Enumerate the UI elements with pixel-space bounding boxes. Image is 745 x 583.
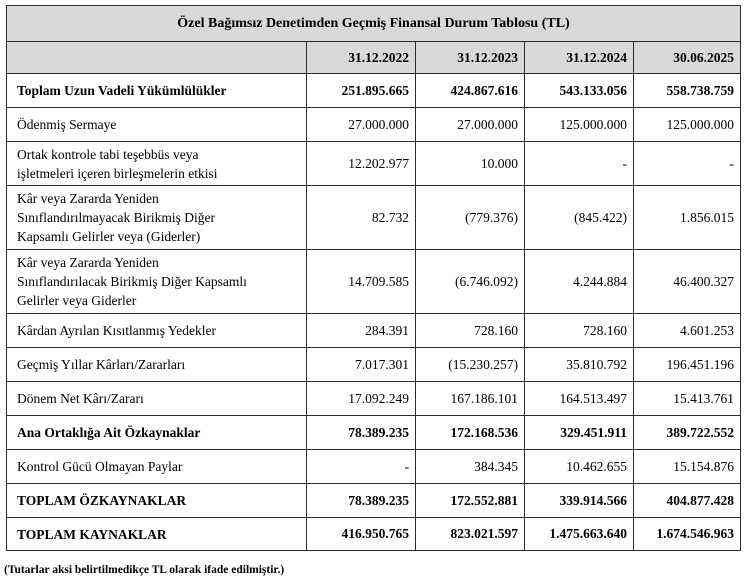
table-row	[7, 450, 741, 484]
row-value: 1.674.546.963	[634, 518, 741, 551]
row-value: 543.133.056	[525, 74, 634, 108]
column-header: 31.12.2023	[416, 42, 525, 74]
row-value: 416.950.765	[307, 518, 416, 551]
row-label-line: Sınıflandırılacak Birikmiş Diğer Kapsamlı	[17, 274, 247, 289]
row-value: (15.230.257)	[416, 348, 525, 382]
table-row	[7, 382, 741, 416]
row-value: 17.092.249	[307, 382, 416, 416]
row-value: 78.389.235	[307, 416, 416, 450]
table-row	[7, 108, 741, 142]
row-value: 14.709.585	[307, 250, 416, 314]
row-label	[7, 108, 307, 142]
row-value: 4.244.884	[525, 250, 634, 314]
row-value: 251.895.665	[307, 74, 416, 108]
row-label-line: Kapsamlı Gelirler veya (Giderler)	[17, 229, 201, 244]
row-label-line: Geçmiş Yıllar Kârları/Zararları	[17, 357, 186, 372]
row-value: 558.738.759	[634, 74, 741, 108]
row-label	[7, 142, 307, 186]
row-value: 339.914.566	[525, 484, 634, 518]
row-label-line: TOPLAM ÖZKAYNAKLAR	[17, 493, 187, 508]
row-label	[7, 348, 307, 382]
table-row	[7, 74, 741, 108]
row-value: 389.722.552	[634, 416, 741, 450]
table-row	[7, 484, 741, 518]
row-label-line: Kâr veya Zararda Yeniden	[17, 191, 159, 206]
row-value: 384.345	[416, 450, 525, 484]
row-value: 172.552.881	[416, 484, 525, 518]
row-value: 4.601.253	[634, 314, 741, 348]
column-header: 31.12.2024	[525, 42, 634, 74]
row-value: -	[525, 142, 634, 186]
table-row	[7, 416, 741, 450]
row-label-line: Gelirler veya Giderler	[17, 293, 137, 308]
column-header: 30.06.2025	[634, 42, 741, 74]
table-row	[7, 348, 741, 382]
row-value: 10.000	[416, 142, 525, 186]
row-value: 424.867.616	[416, 74, 525, 108]
row-label	[7, 186, 307, 250]
column-header-blank	[7, 42, 307, 74]
table-row	[7, 186, 741, 250]
row-value: 7.017.301	[307, 348, 416, 382]
row-label-line: Kârdan Ayrılan Kısıtlanmış Yedekler	[17, 323, 216, 338]
row-label	[7, 250, 307, 314]
row-value: 78.389.235	[307, 484, 416, 518]
row-label-line: Ortak kontrole tabi teşebbüs veya	[17, 146, 199, 162]
table-row	[7, 314, 741, 348]
row-value: 284.391	[307, 314, 416, 348]
row-value: 404.877.428	[634, 484, 741, 518]
row-value: 46.400.327	[634, 250, 741, 314]
row-label	[7, 484, 307, 518]
row-label-line: Dönem Net Kârı/Zararı	[17, 391, 144, 406]
row-value: 172.168.536	[416, 416, 525, 450]
table-title: Özel Bağımsız Denetimden Geçmiş Finansal Durum Tablosu (TL)	[7, 6, 741, 42]
row-value: 82.732	[307, 186, 416, 250]
row-value: 27.000.000	[416, 108, 525, 142]
row-label-line: Toplam Uzun Vadeli Yükümlülükler	[17, 83, 227, 98]
column-header-row	[7, 42, 741, 74]
row-label	[7, 314, 307, 348]
row-value: 27.000.000	[307, 108, 416, 142]
row-value: -	[634, 142, 741, 186]
row-value: (845.422)	[525, 186, 634, 250]
row-value: 164.513.497	[525, 382, 634, 416]
row-value: 10.462.655	[525, 450, 634, 484]
row-label	[7, 518, 307, 551]
row-label-line: işletmeleri içeren birleşmelerin etkisi	[17, 165, 218, 181]
row-value: 196.451.196	[634, 348, 741, 382]
row-label	[7, 382, 307, 416]
row-value: 15.154.876	[634, 450, 741, 484]
row-label-line: Ödenmiş Sermaye	[17, 117, 117, 132]
row-label	[7, 74, 307, 108]
row-value: 823.021.597	[416, 518, 525, 551]
row-label-line: Kontrol Gücü Olmayan Paylar	[17, 459, 183, 474]
footnote: (Tutarlar aksi belirtilmedikçe TL olarak ifade edilmiştir.)	[4, 564, 285, 576]
row-value: 728.160	[525, 314, 634, 348]
row-value: 125.000.000	[525, 108, 634, 142]
row-value: 329.451.911	[525, 416, 634, 450]
financial-table-container	[6, 5, 740, 551]
row-value: 728.160	[416, 314, 525, 348]
column-header: 31.12.2022	[307, 42, 416, 74]
row-value: 167.186.101	[416, 382, 525, 416]
row-label-line: Kâr veya Zararda Yeniden	[17, 255, 159, 270]
table-row	[7, 518, 741, 551]
row-label	[7, 416, 307, 450]
table-body	[7, 74, 741, 551]
row-value: (779.376)	[416, 186, 525, 250]
row-value: (6.746.092)	[416, 250, 525, 314]
row-label-line: TOPLAM KAYNAKLAR	[17, 526, 167, 542]
row-value: -	[307, 450, 416, 484]
row-label	[7, 450, 307, 484]
row-value: 12.202.977	[307, 142, 416, 186]
row-label-line: Ana Ortaklığa Ait Özkaynaklar	[17, 425, 201, 440]
table-row	[7, 142, 741, 186]
row-value: 1.475.663.640	[525, 518, 634, 551]
row-value: 15.413.761	[634, 382, 741, 416]
row-label-line: Sınıflandırılmayacak Birikmiş Diğer	[17, 210, 215, 225]
row-value: 35.810.792	[525, 348, 634, 382]
financial-position-table	[6, 5, 741, 551]
row-value: 1.856.015	[634, 186, 741, 250]
table-row	[7, 250, 741, 314]
row-value: 125.000.000	[634, 108, 741, 142]
